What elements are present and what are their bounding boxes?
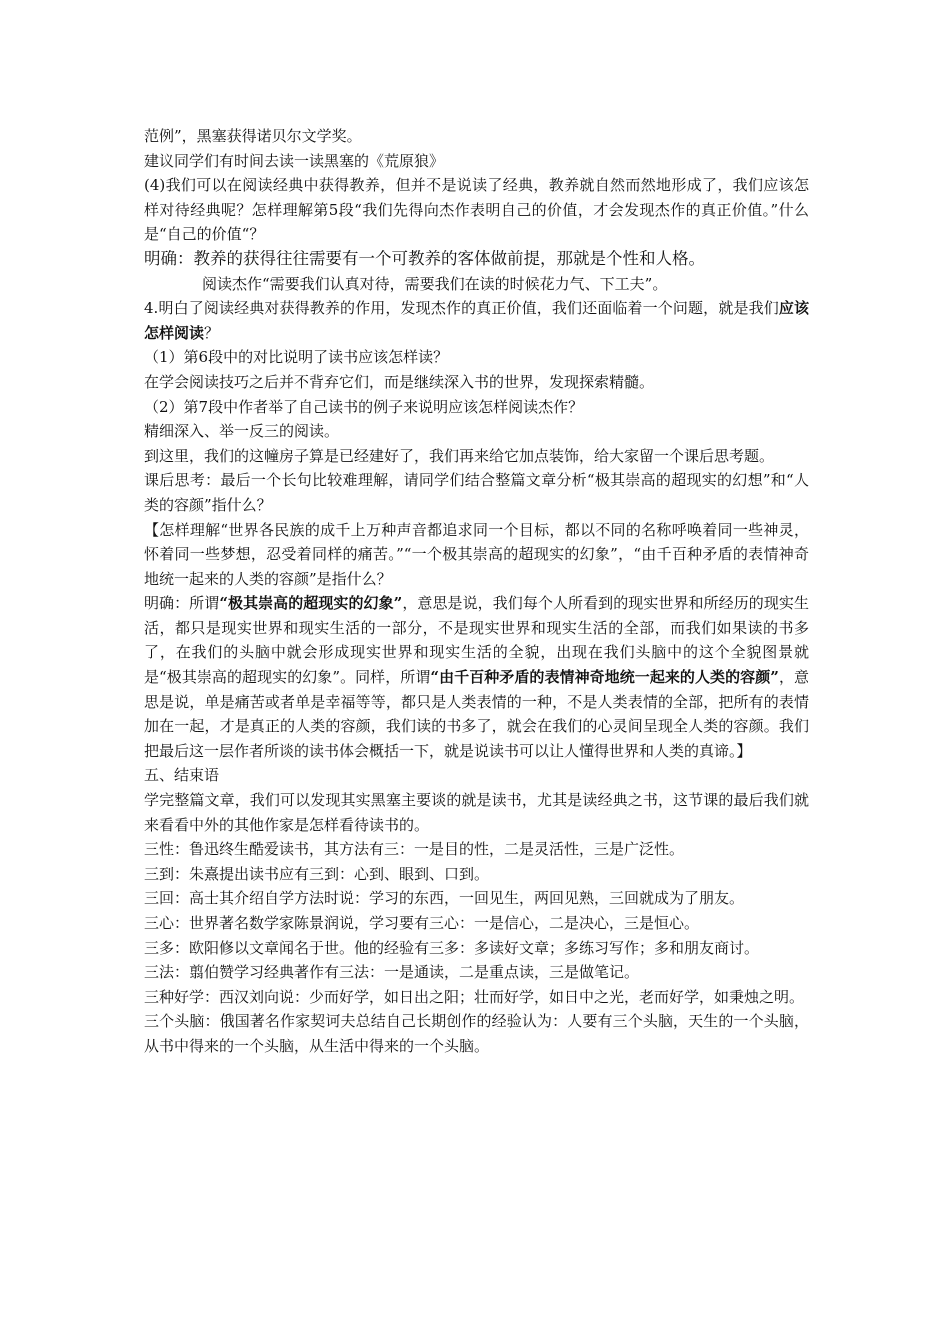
paragraph-14-bold-1: “极其崇高的超现实的幻象” <box>219 594 403 613</box>
paragraph-7: （1）第6段中的对比说明了读书应该怎样读？ <box>144 348 449 367</box>
paragraph-14-e: ，意思是说，单是痛苦或者单是幸福等等，都只是人类表情的一种，不是人类表情的全部，把所有的表情加在一起，才是真正的人类的容颜，我们读的书多了，就会在我们的心灵间呈现全人类的容颜。我们把最后这一层作者所谈的读书体会概括一下，就是说读书可以让人懂得世界和人类的真谛。】 <box>144 668 809 760</box>
paragraph-1: 范例”，黑塞获得诺贝尔文学奖。 <box>144 127 362 145</box>
paragraph-17: 三性：鲁迅终生酷爱读书，其方法有三：一是目的性，二是灵活性，三是广泛性。 <box>144 840 685 859</box>
paragraph-11: 到这里，我们的这幢房子算是已经建好了，我们再来给它加点装饰，给大家留一个课后思考题。 <box>144 446 775 465</box>
paragraph-14-bold-2: “由千百种矛盾的表情神奇地统一起来的人类的容颜” <box>430 668 779 687</box>
paragraph-22: 三法：翦伯赞学习经典著作有三法：一是通读，二是重点读，三是做笔记。 <box>144 963 640 982</box>
paragraph-14-a: 明确：所谓 <box>144 594 220 613</box>
paragraph-3: (4)我们可以在阅读经典中获得教养，但并不是说读了经典，教养就自然而然地形成了，我们应该怎样对待经典呢？怎样理解第5段“我们先得向杰作表明自己的价值，才会发现杰作的真正价值。”什么是“自己的价值“？ <box>144 176 809 244</box>
paragraph-8: 在学会阅读技巧之后并不背弃它们，而是继续深入书的世界，发现探索精髓。 <box>144 372 655 391</box>
paragraph-6 <box>144 296 809 345</box>
document-page <box>144 124 809 1059</box>
paragraph-24: 三个头脑：俄国著名作家契诃夫总结自己长期创作的经验认为：人要有三个头脑，天生的一个头脑，从书中得来的一个头脑，从生活中得来的一个头脑。 <box>144 1012 809 1055</box>
paragraph-6-end: ？ <box>204 323 220 342</box>
paragraph-2: 建议同学们有时间去读一读黑塞的《荒原狼》 <box>144 151 445 170</box>
paragraph-14-c: ，意思是说，我们每个人所看到的现实世界和所经历的现实生活，都只是现实世界和现实生活的一部分，不是现实世界和现实生活的全部，而我们如果读的书多了，在我们的头脑中就会形成现实世界和现实生活的全貌，出现在我们头脑中的这个全貌图景就是“极其崇高的超现实的幻象”。同样，所谓 <box>144 594 809 687</box>
paragraph-9: （2）第7段中作者举了自己读书的例子来说明应该怎样阅读杰作？ <box>144 397 584 416</box>
paragraph-6-bold: 应该怎样阅读 <box>144 299 809 342</box>
paragraph-14 <box>144 591 809 763</box>
paragraph-10: 精细深入、举一反三的阅读。 <box>144 422 340 441</box>
paragraph-21: 三多：欧阳修以文章闻名于世。他的经验有三多：多读好文章；多练习写作；多和朋友商讨。 <box>144 938 760 957</box>
section-heading: 五、结束语 <box>144 766 220 785</box>
paragraph-13: 【怎样理解“世界各民族的成千上万种声音都追求同一个目标，都以不同的名称呼唤着同一些神灵，怀着同一些梦想，忍受着同样的痛苦。”“一个极其崇高的超现实的幻象”，“由千百种矛盾的表情神奇地统一起来的人类的容颜”是指什么？ <box>144 520 809 588</box>
paragraph-16: 学完整篇文章，我们可以发现其实黑塞主要谈的就是读书，尤其是读经典之书，这节课的最后我们就来看看中外的其他作家是怎样看待读书的。 <box>144 791 809 834</box>
paragraph-23: 三种好学：西汉刘向说：少而好学，如日出之阳；壮而好学，如日中之光，老而好学，如秉烛之明。 <box>144 987 805 1006</box>
paragraph-12: 课后思考：最后一个长句比较难理解，请同学们结合整篇文章分析“极其崇高的超现实的幻想”和“人类的容颜”指什么？ <box>144 471 809 514</box>
paragraph-4: 明确：教养的获得往往需要有一个可教养的客体做前提，那就是个性和人格。 <box>144 248 705 268</box>
paragraph-5: 阅读杰作“需要我们认真对待，需要我们在读的时候花力气、下工夫”。 <box>202 274 668 293</box>
paragraph-6-text: 4.明白了阅读经典对获得教养的作用，发现杰作的真正价值，我们还面临着一个问题，就是我们 <box>144 299 779 318</box>
paragraph-20: 三心：世界著名数学家陈景润说，学习要有三心：一是信心，二是决心，三是恒心。 <box>144 914 700 932</box>
paragraph-18: 三到：朱熹提出读书应有三到：心到、眼到、口到。 <box>144 864 490 883</box>
paragraph-19: 三回：高士其介绍自学方法时说：学习的东西，一回见生，两回见熟，三回就成为了朋友。 <box>144 889 745 908</box>
